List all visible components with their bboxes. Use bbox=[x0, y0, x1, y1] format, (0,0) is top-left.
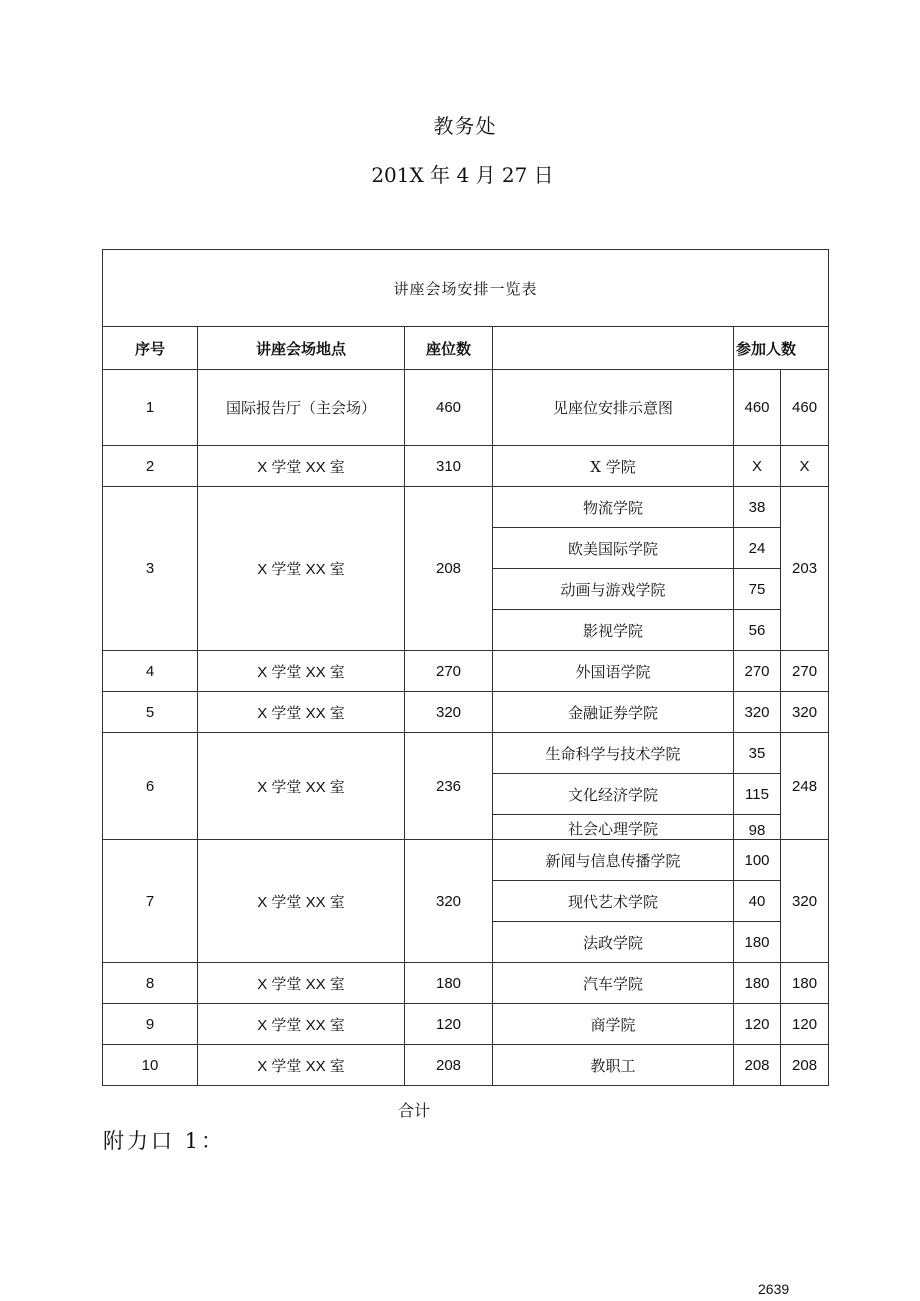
group-count: 120 bbox=[734, 1004, 781, 1045]
group-name: 法政学院 bbox=[493, 922, 734, 963]
table-row bbox=[103, 733, 829, 774]
row-index: 8 bbox=[103, 963, 198, 1004]
total-label: 合计 bbox=[398, 1101, 431, 1120]
row-venue: X 学堂 XX 室 bbox=[198, 1045, 405, 1086]
group-name: 外国语学院 bbox=[493, 651, 734, 692]
row-index: 1 bbox=[103, 370, 198, 446]
row-seats: 120 bbox=[405, 1004, 493, 1045]
group-count: 460 bbox=[734, 370, 781, 446]
issue-date: 201X 年 4 月 27 日 bbox=[371, 163, 554, 187]
row-index: 9 bbox=[103, 1004, 198, 1045]
group-count: 270 bbox=[734, 651, 781, 692]
row-seats: 320 bbox=[405, 692, 493, 733]
row-venue: X 学堂 XX 室 bbox=[198, 733, 405, 840]
row-index: 6 bbox=[103, 733, 198, 840]
group-name: 教职工 bbox=[493, 1045, 734, 1086]
group-name: 现代艺术学院 bbox=[493, 881, 734, 922]
group-count: 75 bbox=[734, 569, 781, 610]
group-name: 商学院 bbox=[493, 1004, 734, 1045]
row-venue: X 学堂 XX 室 bbox=[198, 446, 405, 487]
group-name: 生命科学与技术学院 bbox=[493, 733, 734, 774]
row-venue: 国际报告厅（主会场） bbox=[198, 370, 405, 446]
group-count: 24 bbox=[734, 528, 781, 569]
column-header-blank bbox=[493, 327, 734, 370]
row-seats: 270 bbox=[405, 651, 493, 692]
column-header-attendance: 参加人数 bbox=[734, 327, 829, 370]
row-venue: X 学堂 XX 室 bbox=[198, 651, 405, 692]
group-name: 影视学院 bbox=[493, 610, 734, 651]
row-seats: 236 bbox=[405, 733, 493, 840]
group-count: 35 bbox=[734, 733, 781, 774]
column-header-index: 序号 bbox=[103, 327, 198, 370]
group-count: 180 bbox=[734, 922, 781, 963]
row-venue: X 学堂 XX 室 bbox=[198, 692, 405, 733]
column-header-venue: 讲座会场地点 bbox=[198, 327, 405, 370]
group-name: 文化经济学院 bbox=[493, 774, 734, 815]
group-count: 56 bbox=[734, 610, 781, 651]
row-seats: 320 bbox=[405, 840, 493, 963]
table-row bbox=[103, 487, 829, 528]
row-seats: 310 bbox=[405, 446, 493, 487]
row-venue: X 学堂 XX 室 bbox=[198, 1004, 405, 1045]
row-index: 2 bbox=[103, 446, 198, 487]
issuing-office: 教务处 bbox=[433, 114, 497, 138]
table-row bbox=[103, 446, 829, 487]
table-row bbox=[103, 370, 829, 446]
row-total: 203 bbox=[781, 487, 829, 651]
row-index: 10 bbox=[103, 1045, 198, 1086]
row-index: 3 bbox=[103, 487, 198, 651]
row-total: 180 bbox=[781, 963, 829, 1004]
row-total: 270 bbox=[781, 651, 829, 692]
group-count: 208 bbox=[734, 1045, 781, 1086]
column-header-seats: 座位数 bbox=[405, 327, 493, 370]
table-title: 讲座会场安排一览表 bbox=[103, 250, 829, 327]
lecture-venue-table bbox=[102, 249, 829, 1086]
row-seats: 208 bbox=[405, 1045, 493, 1086]
group-name: 金融证券学院 bbox=[493, 692, 734, 733]
row-seats: 460 bbox=[405, 370, 493, 446]
group-name: 欧美国际学院 bbox=[493, 528, 734, 569]
table-row bbox=[103, 651, 829, 692]
row-total: 320 bbox=[781, 692, 829, 733]
table-row bbox=[103, 1045, 829, 1086]
group-count: 115 bbox=[734, 774, 781, 815]
row-index: 4 bbox=[103, 651, 198, 692]
row-total: 248 bbox=[781, 733, 829, 840]
group-name: 社会心理学院 bbox=[493, 815, 734, 840]
row-total: 208 bbox=[781, 1045, 829, 1086]
row-venue: X 学堂 XX 室 bbox=[198, 963, 405, 1004]
row-index: 5 bbox=[103, 692, 198, 733]
row-index: 7 bbox=[103, 840, 198, 963]
group-count: X bbox=[734, 446, 781, 487]
group-name: 动画与游戏学院 bbox=[493, 569, 734, 610]
group-count: 100 bbox=[734, 840, 781, 881]
table-row bbox=[103, 692, 829, 733]
group-count: 40 bbox=[734, 881, 781, 922]
row-venue: X 学堂 XX 室 bbox=[198, 487, 405, 651]
attachment-label: 附力口 1： bbox=[103, 1129, 226, 1153]
table-row bbox=[103, 1004, 829, 1045]
group-count: 98 bbox=[734, 815, 781, 840]
group-name: 汽车学院 bbox=[493, 963, 734, 1004]
row-seats: 180 bbox=[405, 963, 493, 1004]
row-total: 320 bbox=[781, 840, 829, 963]
row-total: 120 bbox=[781, 1004, 829, 1045]
table-row bbox=[103, 963, 829, 1004]
row-total: 460 bbox=[781, 370, 829, 446]
table-row bbox=[103, 840, 829, 881]
group-count: 180 bbox=[734, 963, 781, 1004]
row-total: X bbox=[781, 446, 829, 487]
group-name: 见座位安排示意图 bbox=[493, 370, 734, 446]
group-name: 新闻与信息传播学院 bbox=[493, 840, 734, 881]
group-name: 物流学院 bbox=[493, 487, 734, 528]
group-count: 320 bbox=[734, 692, 781, 733]
page-number: 2639 bbox=[758, 1281, 790, 1297]
row-seats: 208 bbox=[405, 487, 493, 651]
row-venue: X 学堂 XX 室 bbox=[198, 840, 405, 963]
group-name: X 学院 bbox=[493, 446, 734, 487]
group-count: 38 bbox=[734, 487, 781, 528]
